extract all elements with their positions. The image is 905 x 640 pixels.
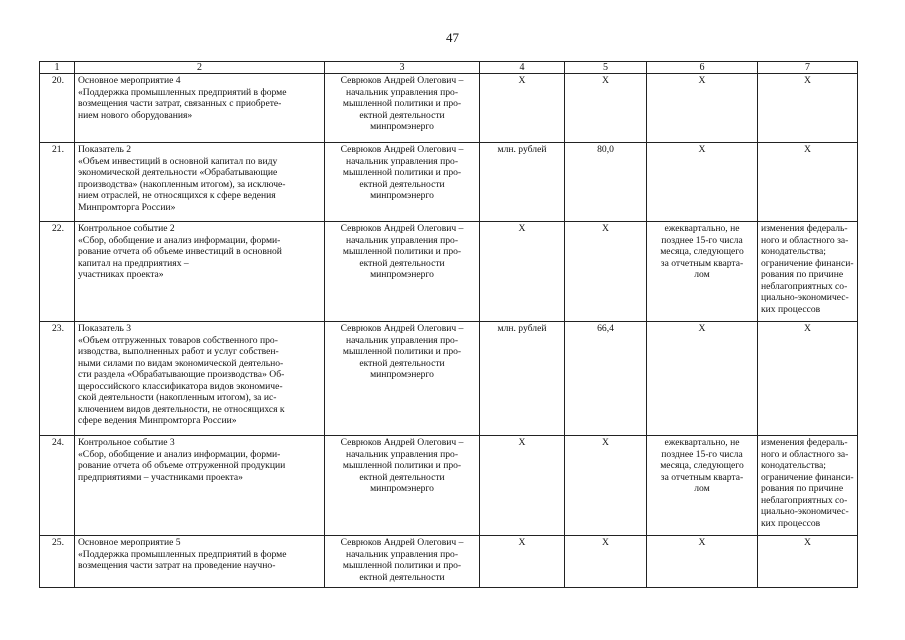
row-number: 24. xyxy=(40,436,75,536)
risks-cell: X xyxy=(804,323,811,334)
deadline-cell: X xyxy=(698,537,706,548)
responsible-person: Севрюков Андрей Олегович – начальник управления про- мышленной политики и про- ектной деятельности минпромэнерго xyxy=(340,437,464,494)
responsible-person: Севрюков Андрей Олегович – начальник управления про- мышленной политики и про- ектной деятельности минпромэнерго xyxy=(340,223,464,280)
column-header: 4 xyxy=(480,62,565,74)
responsible-person: Севрюков Андрей Олегович – начальник управления про- мышленной политики и про- ектной деятельности минпромэнерго xyxy=(340,75,464,132)
plan-table xyxy=(39,61,858,588)
risks-cell: изменения федераль- ного и областного за- конодательства; ограничение финанси- рования по причине неблагоприятных со- циально-экономичес- ких процессов xyxy=(761,223,854,315)
row-number: 21. xyxy=(40,143,75,222)
column-header: 2 xyxy=(75,62,325,74)
deadline-cell: X xyxy=(698,144,706,155)
deadline-cell: X xyxy=(698,75,706,86)
row-number: 23. xyxy=(40,322,75,436)
column-header: 6 xyxy=(647,62,758,74)
deadline-cell: ежеквартально, не позднее 15-го числа месяца, следующего за отчетным кварта- лом xyxy=(660,437,744,494)
column-header: 5 xyxy=(565,62,647,74)
row-number: 20. xyxy=(40,74,75,143)
deadline-cell: ежеквартально, не позднее 15-го числа месяца, следующего за отчетным кварта- лом xyxy=(660,223,744,280)
page-number: 47 xyxy=(446,30,459,45)
unit-cell: млн. рублей xyxy=(480,322,565,436)
column-header: 7 xyxy=(758,62,858,74)
responsible-person: Севрюков Андрей Олегович – начальник управления про- мышленной политики и про- ектной деятельности xyxy=(340,537,464,583)
activity-name: Основное мероприятие 5 «Поддержка промышленных предприятий в форме возмещения части затрат на проведение научно- xyxy=(78,537,287,571)
activity-name: Контрольное событие 2 «Сбор, обобщение и анализ информации, форми- рование отчета об объеме инвестиций в основной капитал на предприятиях – участниках проекта» xyxy=(78,223,282,280)
row-number: 25. xyxy=(40,536,75,588)
table-row xyxy=(40,536,858,588)
activity-name: Контрольное событие 3 «Сбор, обобщение и анализ информации, форми- рование отчета об объеме отгруженной продукции предприятиями – участниками проекта» xyxy=(78,437,286,483)
value-cell: X xyxy=(565,536,647,588)
row-number: 22. xyxy=(40,222,75,322)
value-cell: X xyxy=(565,436,647,536)
responsible-person: Севрюков Андрей Олегович – начальник управления про- мышленной политики и про- ектной деятельности минпромэнерго xyxy=(340,323,464,380)
value-cell: 80,0 xyxy=(565,143,647,222)
unit-cell: X xyxy=(480,536,565,588)
unit-cell: X xyxy=(480,74,565,143)
risks-cell: X xyxy=(804,75,811,86)
risks-cell: X xyxy=(804,537,811,548)
value-cell: X xyxy=(565,74,647,143)
column-header: 3 xyxy=(325,62,480,74)
table-row xyxy=(40,322,858,436)
table-row xyxy=(40,436,858,536)
responsible-person: Севрюков Андрей Олегович – начальник управления про- мышленной политики и про- ектной деятельности минпромэнерго xyxy=(340,144,464,201)
activity-name: Показатель 3 «Объем отгруженных товаров собственного про- изводства, выполненных работ и услуг собствен- ными силами по видам экономической деятельно- сти раздела «Обрабатывающие производства» Об- щероссийского классификатора видов экономиче- ской деятельности (накопленным итогом), за ис- ключением видов деятельности, не относящихся к сфере ведения Минпромторга России» xyxy=(78,323,285,426)
unit-cell: млн. рублей xyxy=(480,143,565,222)
unit-cell: X xyxy=(480,222,565,322)
unit-cell: X xyxy=(480,436,565,536)
risks-cell: X xyxy=(804,144,811,155)
activity-name: Показатель 2 «Объем инвестиций в основной капитал по виду экономической деятельности «Обрабатывающие производства» (накопленным итогом), за исключе- нием отраслей, не относящихся к сфере ведения Минпромторга России» xyxy=(78,144,286,213)
risks-cell: изменения федераль- ного и областного за- конодательства; ограничение финанси- рования по причине неблагоприятных со- циально-экономичес- ких процессов xyxy=(761,437,854,529)
column-number-row xyxy=(40,62,858,74)
value-cell: X xyxy=(565,222,647,322)
table-row xyxy=(40,222,858,322)
activity-name: Основное мероприятие 4 «Поддержка промышленных предприятий в форме возмещения части затрат, связанных с приобрете- нием нового оборудования» xyxy=(78,75,287,121)
table-row xyxy=(40,143,858,222)
column-header: 1 xyxy=(40,62,75,74)
value-cell: 66,4 xyxy=(565,322,647,436)
table-row xyxy=(40,74,858,143)
deadline-cell: X xyxy=(698,323,706,334)
